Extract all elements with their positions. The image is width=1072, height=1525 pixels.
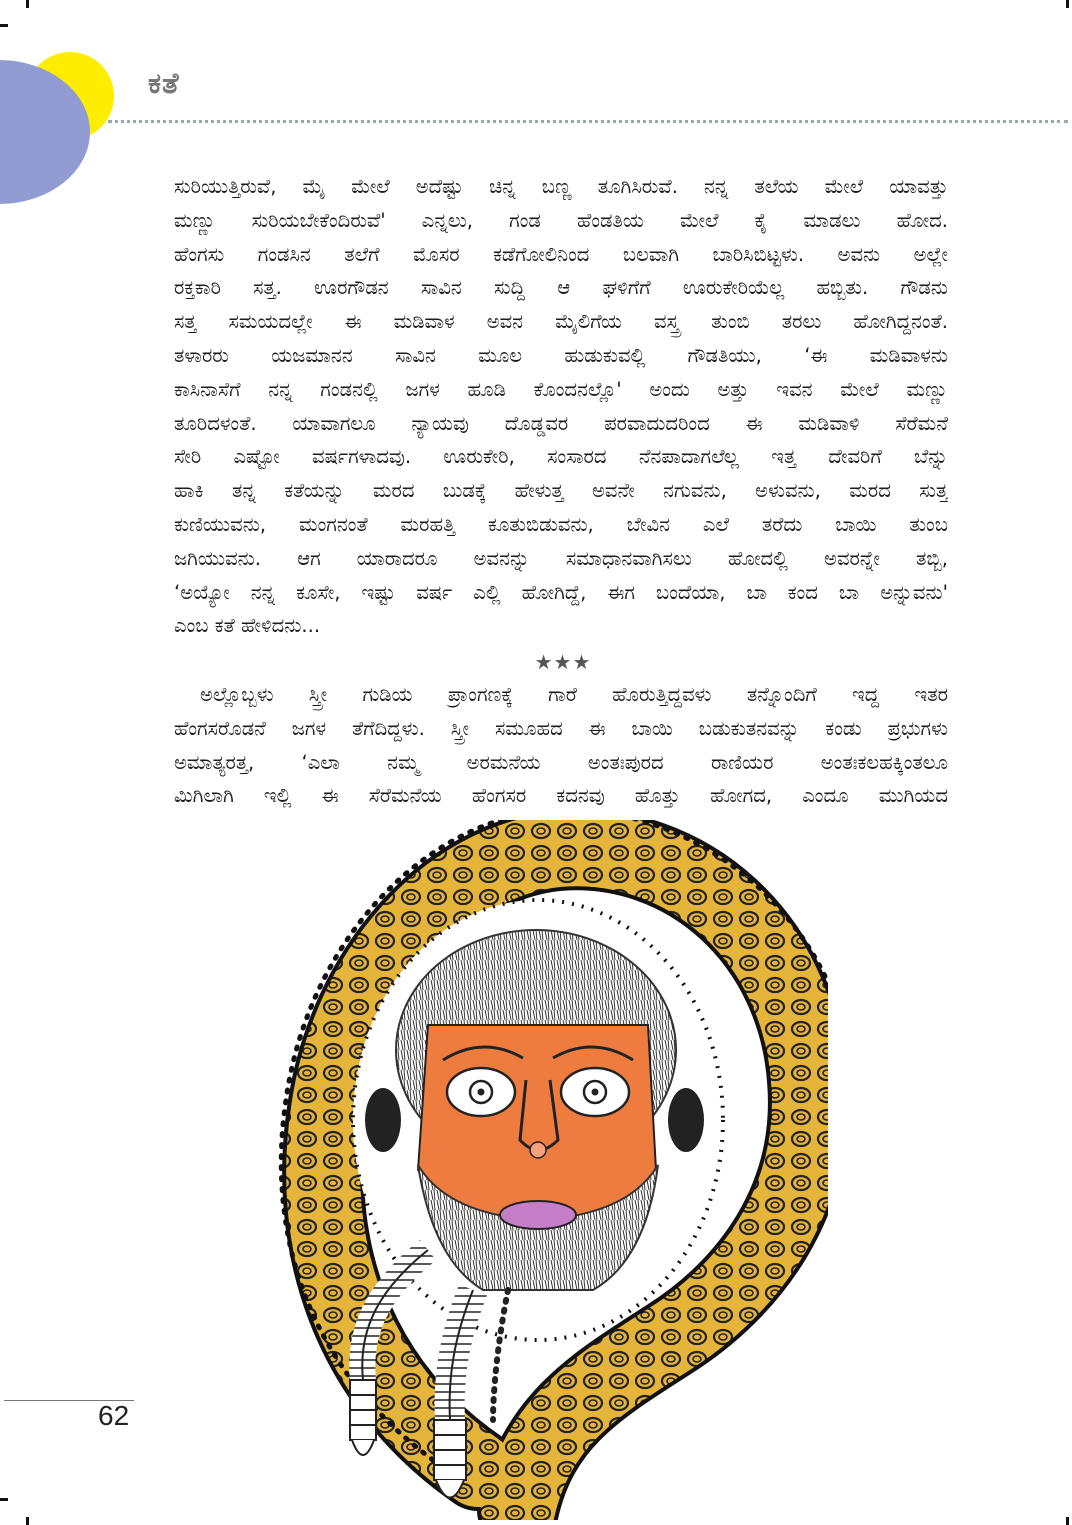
text-line: ಮಣ್ಣು ಸುರಿಯಬೇಕೆಂದಿರುವೆ' ಎನ್ನಲು, ಗಂಡ ಹೆಂಡತಿಯ ಮೇಲೆ ಕೈ ಮಾಡಲು ಹೋದ. [174,208,948,232]
text-line: ಕಾಸಿನಾಸೆಗೆ ನನ್ನ ಗಂಡನಲ್ಲಿ ಜಗಳ ಹೂಡಿ ಕೊಂದನಲ್ಲೊ' ಅಂದು ಅತ್ತು ಇವನ ಮೇಲೆ ಮಣ್ಣು [174,377,948,401]
crop-mark [1066,0,1069,8]
text-line: ಎಂಬ ಕತೆ ಹೇಳಿದನು... [174,614,321,638]
text-line: ತೂರಿದಳಂತೆ. ಯಾವಾಗಲೂ ನ್ಯಾಯವು ದೊಡ್ಡವರ ಪರವಾದುದರಿಂದ ಈ ಮಡಿವಾಳಿ ಸೆರೆಮನೆ [174,411,948,435]
crop-mark [26,1517,29,1525]
section-label: ಕತೆ [148,66,180,100]
page-number: 62 [98,1400,130,1431]
text-line: ಜಗಿಯುವನು. ಆಗ ಯಾರಾದರೂ ಅವನನ್ನು ಸಮಾಧಾನವಾಗಿಸಲು ಹೋದಲ್ಲಿ ಅವರನ್ನೇ ತಬ್ಬಿ, [174,546,948,570]
text-line: ಹಾಕಿ ತನ್ನ ಕತೆಯನ್ನು ಮರದ ಬುಡಕ್ಕೆ ಹೇಳುತ್ತ ಅವನೇ ನಗುವನು, ಅಳುವನು, ಮರದ ಸುತ್ತ [174,479,948,503]
story-paragraph-1 [174,170,948,643]
text-line: ಅಲ್ಲೊಬ್ಬಳು ಸ್ತ್ರೀ ಗುಡಿಯ ಪ್ರಾಂಗಣಕ್ಕೆ ಗಾರೆ ಹೊರುತ್ತಿದ್ದವಳು ತನ್ನೊಂದಿಗೆ ಇದ್ದ ಇತರ [200,683,948,706]
text-line: ಸೇರಿ ಎಷ್ಟೋ ವರ್ಷಗಳಾದವು. ಊರುಕೇರಿ, ಸಂಸಾರದ ನೆನಪಾದಾಗಲೆಲ್ಲ ಇತ್ತ ದೇವರಿಗೆ ಬೆನ್ನು [174,445,948,469]
crop-mark [26,0,29,8]
text-line: ಅಮಾತ್ಯರತ್ತ, ‘ಎಲಾ ನಮ್ಮ ಅರಮನೆಯ ಅಂತಃಪುರದ ರಾಣಿಯರ ಅಂತಃಕಲಹಕ್ಕಿಂತಲೂ [174,750,948,774]
text-line: ತಳಾರರು ಯಜಮಾನನ ಸಾವಿನ ಮೂಲ ಹುಡುಕುವಲ್ಲಿ ಗೌಡತಿಯು, ‘ಈ ಮಡಿವಾಳನು [174,343,948,367]
text-line: ಕುಣಿಯುವನು, ಮಂಗನಂತೆ ಮರಹತ್ತಿ ಕೂತುಬಿಡುವನು, ಬೇವಿನ ಎಲೆ ತರೆದು ಬಾಯಿ ತುಂಬ [174,512,948,536]
crop-mark [1066,1517,1069,1525]
text-line: ಮಿಗಿಲಾಗಿ ಇಲ್ಲಿ ಈ ಸೆರೆಮನೆಯ ಹೆಂಗಸರ ಕದನವು ಹೊತ್ತು ಹೋಗದ, ಎಂದೂ ಮುಗಿಯದ [174,784,948,808]
text-line: ಸತ್ತ ಸಮಯದಲ್ಲೇ ಈ ಮಡಿವಾಳ ಅವನ ಮೈಲಿಗೆಯ ವಸ್ತ್ರ ತುಂಬಿ ತರಲು ಹೋಗಿದ್ದನಂತೆ. [174,310,948,334]
story-paragraph-2 [174,678,948,813]
illustration-face-halo [268,820,828,1520]
crop-mark [0,24,8,27]
header-dotted-rule [108,120,1068,123]
crop-mark [0,1498,8,1501]
text-line: ಹೆಂಗಸರೊಡನೆ ಜಗಳ ತೆಗೆದಿದ್ದಳು. ಸ್ತ್ರೀ ಸಮೂಹದ ಈ ಬಾಯಿ ಬಡುಕುತನವನ್ನು ಕಂಡು ಪ್ರಭುಗಳು [174,716,948,740]
text-line: ‘ಅಯ್ಯೋ ನನ್ನ ಕೂಸೇ, ಇಷ್ಟು ವರ್ಷ ಎಲ್ಲಿ ಹೋಗಿದ್ದೆ, ಈಗ ಬಂದೆಯಾ, ಬಾ ಕಂದ ಬಾ ಅನ್ನುವನು' [174,580,948,604]
text-line: ರಕ್ತಕಾರಿ ಸತ್ತ. ಊರಗೌಡನ ಸಾವಿನ ಸುದ್ದಿ ಆ ಘಳಿಗೆಗೆ ಊರುಕೇರಿಯೆಲ್ಲ ಹಬ್ಬಿತು. ಗೌಡನು [174,276,948,300]
text-line: ಸುರಿಯುತ್ತಿರುವೆ, ಮೈ ಮೇಲೆ ಅದೆಷ್ಟು ಚಿನ್ನ ಬಣ್ಣ ತೂಗಿಸಿರುವೆ. ನನ್ನ ತಲೆಯ ಮೇಲೆ ಯಾವತ್ತು [174,175,948,198]
text-line: ಹೆಂಗಸು ಗಂಡಸಿನ ತಲೆಗೆ ಮೊಸರ ಕಡೆಗೋಲಿನಿಂದ ಬಲವಾಗಿ ಬಾರಿಸಿಬಿಟ್ಟಳು. ಅವನು ಅಲ್ಲೇ [174,242,948,266]
section-separator: ★★★ [534,650,592,674]
